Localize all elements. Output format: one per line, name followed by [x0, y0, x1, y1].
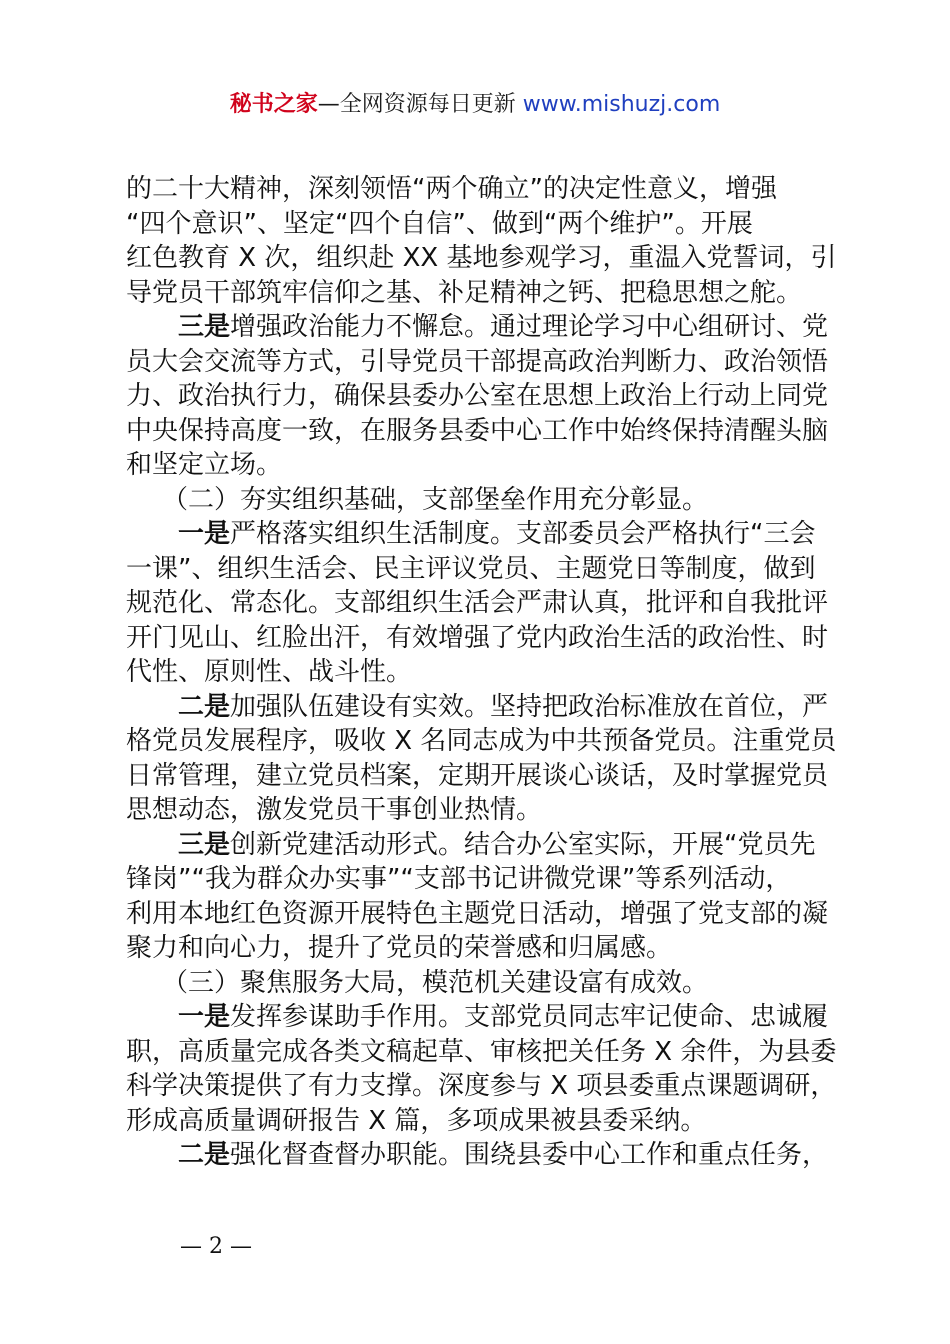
body-line: 导党员干部筑牢信仰之基、补足精神之钙、把稳思想之舵。 [126, 277, 803, 308]
body-line: 科学决策提供了有力支撑。深度参与 X 项县委重点课题调研， [126, 1071, 837, 1101]
brand-name: 秘书之家 [229, 92, 318, 117]
paragraph-start-line: 三是增强政治能力不懈怠。通过理论学习中心组研讨、党 [178, 312, 829, 342]
body-line: 思想动态，激发党员干事创业热情。 [126, 795, 543, 825]
site-header [0, 90, 950, 120]
body-line: 职，高质量完成各类文稿起草、审核把关任务 X 余件，为县委 [126, 1036, 837, 1067]
body-line: “四个意识”、坚定“四个自信”、做到“两个维护”。开展 [126, 208, 753, 239]
paragraph-start-line: 三是创新党建活动形式。结合办公室实际，开展“党员先 [178, 829, 816, 860]
body-line: 的二十大精神，深刻领悟“两个确立”的决定性意义，增强 [126, 174, 777, 204]
section-heading: （二）夯实组织基础，支部堡垒作用充分彰显。 [162, 484, 709, 515]
page-number: — 2 — [180, 1234, 252, 1259]
body-line: 中央保持高度一致，在服务县委中心工作中始终保持清醒头脑 [126, 415, 829, 446]
paragraph-lead: 一是 [178, 519, 231, 549]
body-line: 和坚定立场。 [126, 450, 283, 480]
paragraph-lead: 二是 [178, 691, 231, 722]
document-body [126, 172, 837, 1173]
paragraph-lead: 一是 [178, 1002, 231, 1032]
body-line: 形成高质量调研报告 X 篇，多项成果被县委采纳。 [126, 1105, 707, 1136]
paragraph-lead: 二是 [178, 1140, 231, 1170]
paragraph-start-line: 一是发挥参谋助手作用。支部党员同志牢记使命、忠诚履 [178, 1002, 829, 1032]
body-line: 代性、原则性、战斗性。 [126, 657, 413, 687]
body-line: 红色教育 X 次，组织赴 XX 基地参观学习，重温入党誓词，引 [126, 243, 837, 273]
body-line: 规范化、常态化。支部组织生活会严肃认真，批评和自我批评 [126, 588, 829, 618]
body-line: 力、政治执行力，确保县委办公室在思想上政治上行动上同党 [126, 381, 829, 411]
body-line: 日常管理，建立党员档案，定期开展谈心谈话，及时掌握党员 [126, 760, 829, 791]
header-dash: — [317, 92, 340, 117]
section-heading: （三）聚焦服务大局，模范机关建设富有成效。 [162, 967, 709, 998]
paragraph-lead: 三是 [178, 829, 231, 860]
body-line: 利用本地红色资源开展特色主题党日活动，增强了党支部的凝 [126, 898, 829, 929]
body-line: 一课”、组织生活会、民主评议党员、主题党日等制度，做到 [126, 553, 816, 584]
site-url-link[interactable]: www.mishuzj.com [522, 92, 721, 117]
body-line: 员大会交流等方式，引导党员干部提高政治判断力、政治领悟 [126, 346, 829, 377]
paragraph-start-line: 一是严格落实组织生活制度。支部委员会严格执行“三会 [178, 519, 816, 549]
body-line: 格党员发展程序，吸收 X 名同志成为中共预备党员。注重党员 [126, 726, 837, 756]
paragraph-start-line: 二是强化督查督办职能。围绕县委中心工作和重点任务， [178, 1140, 829, 1170]
body-line: 聚力和向心力，提升了党员的荣誉感和归属感。 [126, 933, 673, 963]
body-line: 锋岗”“我为群众办实事”“支部书记讲微党课”等系列活动， [126, 864, 792, 894]
header-tagline: 全网资源每日更新 [339, 92, 523, 117]
paragraph-lead: 三是 [178, 312, 231, 342]
paragraph-start-line: 二是加强队伍建设有实效。坚持把政治标准放在首位，严 [178, 691, 829, 722]
body-line: 开门见山、红脸出汗，有效增强了党内政治生活的政治性、时 [126, 622, 829, 653]
